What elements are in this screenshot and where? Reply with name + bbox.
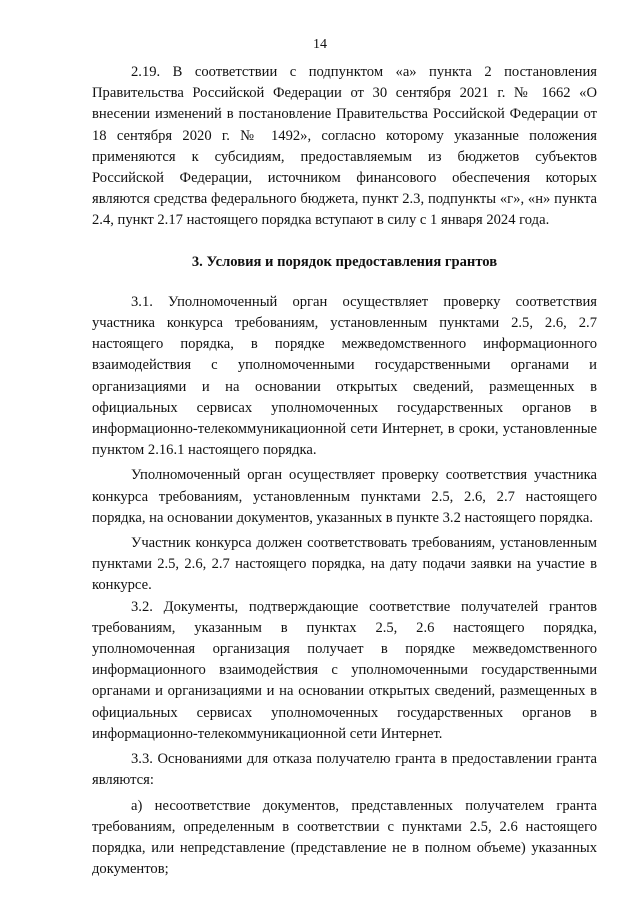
page-number: 14 — [313, 37, 327, 52]
paragraph-3-1-check: Уполномоченный орган осуществляет проверку соответствия участника конкурса требованиям, установленным пунктами 2.5, 2.6, 2.7 настоящего порядка, на основании документов, указанных в пункте 3.2 настоящего порядка. — [92, 467, 597, 526]
paragraph-3-3-a: а) несоответствие документов, представленных получателем гранта требованиям, определенным в соответствии с пунктами 2.5, 2.6 настоящего порядка, или непредставление (представление не в полном объеме) указанных документов; — [92, 797, 597, 878]
paragraph-2-19: 2.19. В соответствии с подпунктом «а» пункта 2 постановления Правительства Российской Федерации от 30 сентября 2021 г. № 1662 «О внесении изменений в постановление Правительства Российской Федерации от 18 сентября 2020 г. № 1492», согласно которому указанные положения применяются к субсидиям, предоставляемым из бюджетов субъектов Российской Федерации, источником финансового обеспечения которых являются средства федерального бюджета, пункт 2.3, подпункты «г», «н» пункта 2.4, пункт 2.17 настоящего порядка вступают в силу с 1 января 2024 года. — [92, 64, 597, 229]
paragraph-3-2: 3.2. Документы, подтверждающие соответствие получателей грантов требованиям, указанным в пунктах 2.5, 2.6 настоящего порядка, уполномоченная организация получает в порядке межведомственного информационного взаимодействия с уполномоченными государственными органами и организациями и на основании открытых сведений, размещенных в официальных сервисах уполномоченных государственных органов в информационно-телекоммуникационной сети Интернет. — [92, 598, 597, 742]
paragraph-3-1-participant: Участник конкурса должен соответствовать требованиям, установленным пунктами 2.5, 2.6, 2.7 настоящего порядка, на дату подачи заявки на участие в конкурсе. — [92, 535, 597, 594]
document-body — [92, 62, 597, 880]
paragraph-3-3: 3.3. Основаниями для отказа получателю гранта в предоставлении гранта являются: — [92, 751, 597, 789]
paragraph-3-1: 3.1. Уполномоченный орган осуществляет проверку соответствия участника конкурса требованиям, установленным пунктами 2.5, 2.6, 2.7 настоящего порядка, в порядке межведомственного информационного взаимодействия с уполномоченными государственными органами и организациями и на основании открытых сведений, размещенных в официальных сервисах уполномоченных государственных органов в информационно-телекоммуникационной сети Интернет, в сроки, установленные пунктом 2.16.1 настоящего порядка. — [92, 293, 597, 459]
section-heading: 3. Условия и порядок предоставления грантов — [191, 253, 498, 270]
